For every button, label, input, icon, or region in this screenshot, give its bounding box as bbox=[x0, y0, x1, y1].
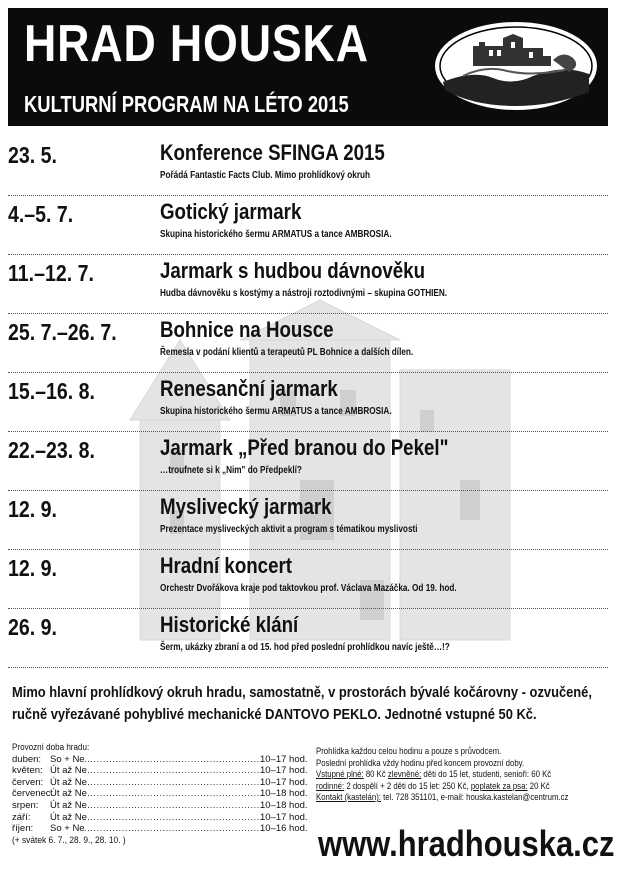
event-name: Myslivecký jarmark bbox=[160, 494, 332, 519]
family-text: 2 dospělí + 2 děti do 15 let: 250 Kč, bbox=[344, 780, 471, 792]
notice-line: ručně vyřezávané pohyblivé mechanické DANTOVO PEKLO. Jednotné vstupné 50 Kč. bbox=[12, 706, 537, 723]
hours-days: Út až Ne bbox=[50, 799, 87, 811]
hours-month: září: bbox=[12, 811, 31, 823]
info-line: Poslední prohlídka vždy hodinu před koncem provozní doby. bbox=[316, 757, 525, 769]
hours-month: červenec: bbox=[12, 788, 54, 800]
event-description: Šerm, ukázky zbraní a od 15. hod před poslední prohlídkou navíc ještě…!? bbox=[160, 642, 450, 653]
hours-row bbox=[12, 812, 312, 824]
info-line: Prohlídka každou celou hodinu a pouze s průvodcem. bbox=[316, 746, 502, 757]
event-row bbox=[8, 195, 608, 255]
dog-label: poplatek za psa: bbox=[470, 780, 528, 792]
hours-time: 10–18 hod. bbox=[260, 799, 308, 811]
visitor-info bbox=[316, 746, 611, 804]
hours-time: 10–17 hod. bbox=[260, 811, 308, 823]
event-description: Hudba dávnověku s kostýmy a nástroji roztodivnými – skupina GOTHIEN. bbox=[160, 288, 448, 299]
page-subtitle: KULTURNÍ PROGRAM NA LÉTO 2015 bbox=[24, 91, 349, 117]
hours-row bbox=[12, 754, 312, 766]
dantovo-peklo-notice bbox=[12, 682, 612, 726]
event-description: Orchestr Dvořákova kraje pod taktovkou prof. Václava Mazáčka. Od 19. hod. bbox=[160, 583, 457, 594]
reduced-label: zlevněné: bbox=[387, 769, 422, 781]
event-date: 25. 7.–26. 7. bbox=[8, 319, 117, 345]
event-row bbox=[8, 490, 608, 550]
event-date: 4.–5. 7. bbox=[8, 201, 74, 227]
hours-days: Út až Ne bbox=[50, 765, 87, 777]
header-banner bbox=[8, 8, 608, 126]
hours-row bbox=[12, 765, 312, 777]
event-date: 15.–16. 8. bbox=[8, 378, 95, 404]
event-date: 22.–23. 8. bbox=[8, 437, 95, 463]
price-label: Vstupné plné: bbox=[316, 769, 364, 781]
hours-time: 10–16 hod. bbox=[260, 823, 308, 835]
event-name: Bohnice na Housce bbox=[160, 317, 334, 342]
event-description: Prezentace mysliveckých aktivit a program s tématikou myslivosti bbox=[160, 524, 418, 535]
hours-month: duben: bbox=[12, 753, 42, 765]
hours-days: Út až Ne bbox=[50, 788, 87, 800]
leader-dots: ......................................................... bbox=[84, 776, 263, 788]
event-row bbox=[8, 549, 608, 609]
event-name: Hradní koncert bbox=[160, 553, 292, 578]
event-row bbox=[8, 313, 608, 373]
event-row bbox=[8, 254, 608, 314]
leader-dots: ......................................................... bbox=[84, 765, 263, 777]
hours-row bbox=[12, 777, 312, 789]
hours-time: 10–18 hod. bbox=[260, 788, 308, 800]
opening-hours bbox=[12, 742, 312, 846]
hours-row bbox=[12, 823, 312, 835]
price-full: 80 Kč bbox=[363, 769, 388, 781]
hours-row bbox=[12, 788, 312, 800]
leader-dots: ......................................................... bbox=[84, 799, 263, 811]
event-name: Jarmark s hudbou dávnověku bbox=[160, 258, 426, 283]
contact-text: tel. 728 351101, e-mail: houska.kastelan@centrum.cz bbox=[380, 792, 569, 804]
event-name: Historické klání bbox=[160, 612, 299, 637]
hours-time: 10–17 hod. bbox=[260, 776, 308, 788]
leader-dots: ......................................................... bbox=[84, 811, 263, 823]
dog-text: 20 Kč bbox=[527, 780, 550, 792]
event-date: 11.–12. 7. bbox=[8, 260, 94, 286]
holiday-footnote: (+ svátek 6. 7., 28. 9., 28. 10. ) bbox=[12, 834, 126, 846]
opening-hours-heading: Provozní doba hradu: bbox=[12, 742, 90, 753]
hours-time: 10–17 hod. bbox=[260, 765, 308, 777]
event-date: 12. 9. bbox=[8, 555, 57, 581]
event-date: 12. 9. bbox=[8, 496, 57, 522]
event-row bbox=[8, 431, 608, 491]
page-title: HRAD HOUSKA bbox=[24, 15, 369, 73]
event-description: …troufnete si k „Nim" do Předpeklí? bbox=[160, 465, 302, 476]
event-row bbox=[8, 608, 608, 668]
hours-month: květen: bbox=[12, 765, 43, 777]
leader-dots: ......................................................... bbox=[84, 823, 263, 835]
hours-days: Út až Ne bbox=[50, 776, 87, 788]
contact-label: Kontakt (kastelán): bbox=[316, 792, 381, 804]
family-label: rodinné: bbox=[316, 780, 345, 792]
leader-dots: ......................................................... bbox=[84, 753, 263, 765]
hours-month: říjen: bbox=[12, 823, 34, 835]
website-url: www.hradhouska.cz bbox=[318, 823, 615, 864]
price-line bbox=[316, 769, 558, 781]
hours-days: So + Ne bbox=[50, 823, 85, 835]
hours-days: Út až Ne bbox=[50, 811, 87, 823]
event-name: Gotický jarmark bbox=[160, 199, 302, 224]
reduced-text: děti do 15 let, studenti, senioři: 60 Kč bbox=[421, 769, 552, 781]
event-description: Skupina historického šermu ARMATUS a tance AMBROSIA. bbox=[160, 229, 392, 240]
contact-line bbox=[316, 792, 569, 804]
event-row bbox=[8, 372, 608, 432]
hours-month: srpen: bbox=[12, 799, 39, 811]
event-date: 26. 9. bbox=[8, 614, 57, 640]
castle-logo-icon bbox=[433, 20, 599, 112]
event-row bbox=[8, 136, 608, 196]
leader-dots: ......................................................... bbox=[84, 788, 263, 800]
notice-line: Mimo hlavní prohlídkový okruh hradu, samostatně, v prostorách bývalé kočárovny - ozvučené, bbox=[12, 684, 592, 701]
event-description: Řemesla v podání klientů a terapeutů PL Bohnice a dalších dílen. bbox=[160, 347, 414, 358]
hours-days: So + Ne bbox=[50, 753, 85, 765]
family-line bbox=[316, 781, 558, 793]
event-name: Jarmark „Před branou do Pekel" bbox=[160, 435, 449, 460]
event-name: Konference SFINGA 2015 bbox=[160, 140, 385, 165]
event-date: 23. 5. bbox=[8, 142, 57, 168]
hours-row bbox=[12, 800, 312, 812]
event-description: Pořádá Fantastic Facts Club. Mimo prohlídkový okruh bbox=[160, 170, 371, 181]
hours-time: 10–17 hod. bbox=[260, 753, 308, 765]
hours-month: červen: bbox=[12, 776, 44, 788]
event-name: Renesanční jarmark bbox=[160, 376, 338, 401]
event-description: Skupina historického šermu ARMATUS a tance AMBROSIA. bbox=[160, 406, 392, 417]
